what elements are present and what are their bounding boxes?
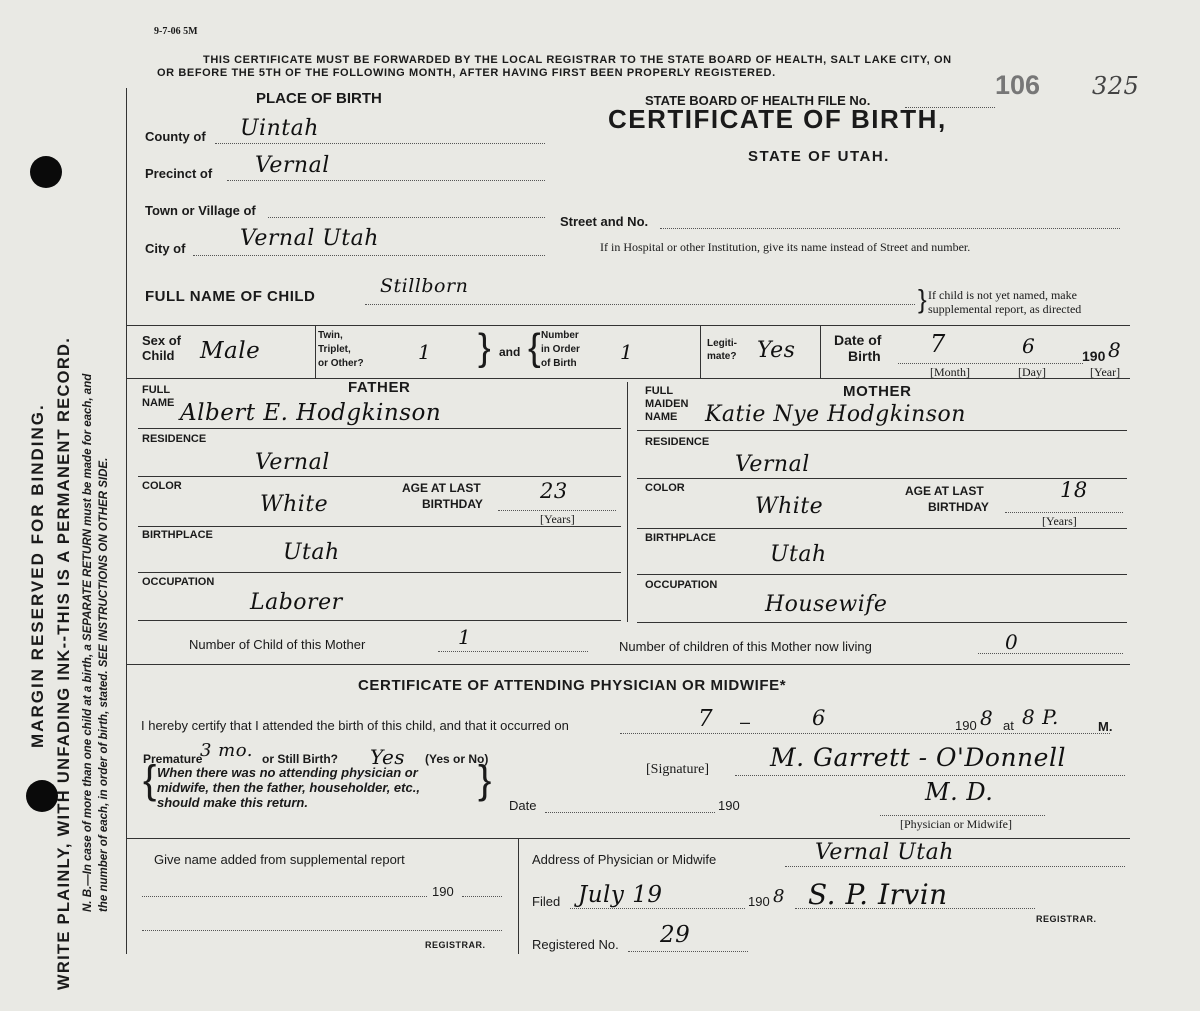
sex-label-line2: Child [142, 348, 175, 363]
physician-note-line3: should make this return. [157, 795, 308, 810]
margin-instructions-text: the number of each, in order of birth, stated. SEE INSTRUCTIONS ON OTHER SIDE. [98, 457, 110, 912]
mother-name-value: Katie Nye Hodgkinson [705, 402, 966, 427]
mother-name-label-line2: MAIDEN [645, 398, 689, 410]
attended-month: 7 [698, 706, 714, 732]
precinct-label: Precinct of [145, 166, 213, 181]
mother-color-value: White [755, 494, 824, 519]
file-number-label: STATE BOARD OF HEALTH FILE No. [645, 93, 871, 108]
premature-value: 3 mo. [200, 740, 253, 761]
sex-label-line1: Sex of [142, 333, 182, 348]
town-label: Town or Village of [145, 203, 256, 218]
physician-signature-suffix: M. D. [925, 778, 994, 806]
file-number: 106 [995, 70, 1041, 100]
twin-label-line1: Twin, [318, 330, 343, 341]
stillbirth-value: Yes [370, 745, 406, 769]
sex-value: Male [200, 338, 261, 364]
father-residence-value: Vernal [255, 450, 330, 475]
mother-residence-label: RESIDENCE [645, 436, 710, 448]
certify-text: I hereby certify that I attended the birth of this child, and that it occurred on [141, 718, 569, 733]
mother-occupation-value: Housewife [765, 592, 888, 617]
mother-age-label-line2: BIRTHDAY [928, 500, 989, 514]
mother-heading: MOTHER [843, 383, 912, 400]
twin-label-line3: or Other? [318, 358, 364, 369]
day-caption: [Day] [1018, 365, 1046, 379]
place-of-birth-heading: PLACE OF BIRTH [256, 90, 382, 107]
supplemental-year-prefix: 190 [432, 884, 454, 899]
children-living-value: 0 [1005, 630, 1019, 654]
birth-certificate: MARGIN RESERVED FOR BINDING. WRITE PLAINLY, WITH UNFADING INK--THIS IS A PERMANENT RECORD. N. B.—In case of more than one child at a birth, a SEPARATE RETURN must be made for each, and the number of each, in order of birth, stated. SEE INSTRUCTIONS ON OTHER SIDE. 9-7-06 5M THIS CERTIFICATE MUST BE FORWARDED BY THE LOCAL REGISTRAR TO THE STATE BOARD OF HEALTH, SALT LAKE CITY, ON OR BEFORE THE 5TH OF THE FOLLOWING MONTH, AFTER HAVING FIRST BEEN PROPERLY REGISTERED. STATE BOARD OF HEALTH FILE No. 106 325 CERTIFICATE OF BIRTH, STATE OF UTAH. PLACE OF BIRTH County of Uintah Precinct of Vernal Town or Village of Street and No. City of Vernal Utah If in Hospital or other Institution, give its name instead of Street and number. FULL NAME OF CHILD Stillborn } If child is not yet named, make supplemental report, as directed Sex of Child Male Twin, Triplet, or Other? 1 } and { Number in Order of Birth 1 Legiti- mate? Yes Date of Birth 7 6 190 8 [Month] [Day] [Year] FATHER FULL NAME Albert E. Hodgkinson RESIDENCE Vernal COLOR White AGE AT LAST BIRTHDAY 23 [Years] BIRTHPLACE Utah OCCUPATION Laborer MOTHER FULL MAIDEN NAME Katie Nye Hodgkinson RESIDENCE Vernal COLOR White AGE AT LAST BIRTHDAY 18 [Years] BIRTHPLACE Utah OCCUPATION Housewife Number of Child of this Mother 1 Number of children of this Mother now living 0 CERTIFICATE OF ATTENDING PHYSICIAN OR MIDWIFE* I hereby certify that I attended the birth of this child, and that it occurred on 7 – 6 190 8 at 8 P. M. Premature 3 mo. or Still Birth? Yes (Yes or No) { } When there was no attending physician or midwife, then the father, householder, etc., should make this return. [Signature] M. Garrett - O'Donnell M. D. Date 190 [Physician or Midwife] Give name added from supplemental report 190 REGISTRAR. Address of Physician or Midwife Vernal Utah Filed July 19 190 8 S. P. Irvin REGISTRAR. Registered No. 29 [0, 0, 1200, 1011]
order-label-line3: of Birth [541, 358, 577, 369]
margin-nb-text: N. B.—In case of more than one child at a birth, a SEPARATE RETURN must be made for each, and [82, 373, 94, 912]
physician-signature: M. Garrett - O'Donnell [770, 743, 1066, 772]
month-caption: [Month] [930, 365, 970, 379]
hospital-note: If in Hospital or other Institution, give its name instead of Street and number. [600, 240, 971, 254]
year-caption: [Year] [1090, 365, 1121, 379]
attended-time: 8 P. [1022, 705, 1059, 729]
filed-year-digit: 8 [773, 886, 785, 907]
dob-day: 6 [1022, 334, 1036, 358]
mother-color-label: COLOR [645, 482, 685, 494]
mother-age-value: 18 [1060, 478, 1088, 502]
legit-value: Yes [757, 338, 796, 363]
twin-label-line2: Triplet, [318, 344, 351, 355]
physician-date-label: Date [509, 798, 537, 813]
city-value: Vernal Utah [240, 226, 379, 251]
registrar-signature: S. P. Irvin [808, 878, 948, 911]
order-value: 1 [620, 340, 634, 364]
m-label: M. [1098, 719, 1113, 734]
yes-no-label: (Yes or No) [425, 752, 489, 766]
number-of-child-value: 1 [458, 625, 472, 649]
father-birthplace-label: BIRTHPLACE [142, 529, 213, 541]
attended-day: 6 [812, 706, 826, 730]
father-birthplace-value: Utah [283, 540, 340, 565]
child-name-value: Stillborn [380, 275, 469, 297]
form-code: 9-7-06 5M [154, 26, 198, 37]
children-living-label: Number of children of this Mother now living [619, 639, 872, 654]
father-years-caption: [Years] [540, 512, 575, 526]
mother-name-label-line3: NAME [645, 411, 678, 423]
address-label: Address of Physician or Midwife [532, 852, 717, 867]
stillbirth-label: or Still Birth? [262, 752, 338, 766]
dob-label-line1: Date of [834, 332, 882, 348]
child-name-label: FULL NAME OF CHILD [145, 288, 316, 305]
street-label: Street and No. [560, 214, 649, 229]
dob-month: 7 [930, 330, 946, 358]
certificate-title: CERTIFICATE OF BIRTH, [608, 104, 947, 134]
precinct-value: Vernal [255, 153, 330, 178]
physician-heading: CERTIFICATE OF ATTENDING PHYSICIAN OR MIDWIFE* [358, 677, 787, 694]
father-occupation-value: Laborer [250, 590, 343, 615]
order-label-line2: in Order [541, 344, 580, 355]
physician-address: Vernal Utah [815, 840, 954, 865]
margin-permanent-record-text: WRITE PLAINLY, WITH UNFADING INK--THIS IS A PERMANENT RECORD. [55, 336, 73, 990]
physician-role-caption: [Physician or Midwife] [900, 817, 1012, 831]
father-age-label-line2: BIRTHDAY [422, 497, 483, 511]
physician-note-line1: When there was no attending physician or [157, 765, 418, 780]
not-named-note-line1: If child is not yet named, make [928, 288, 1077, 302]
header-notice-line2: OR BEFORE THE 5TH OF THE FOLLOWING MONTH, AFTER HAVING FIRST BEEN PROPERLY REGISTERED. [157, 67, 776, 79]
father-color-value: White [260, 492, 329, 517]
supplemental-registrar-label: REGISTRAR. [425, 940, 486, 950]
not-named-note-line2: supplemental report, as directed [928, 302, 1082, 316]
signature-label: [Signature] [646, 762, 709, 777]
margin-binding-text: MARGIN RESERVED FOR BINDING. [28, 403, 47, 748]
supplemental-heading: Give name added from supplemental report [154, 852, 405, 867]
father-color-label: COLOR [142, 480, 182, 492]
at-label: at [1003, 718, 1014, 733]
mother-name-label-line1: FULL [645, 385, 674, 397]
physician-date-year-prefix: 190 [718, 798, 740, 813]
state-subtitle: STATE OF UTAH. [748, 148, 890, 165]
dob-year-prefix: 190 [1082, 348, 1106, 364]
number-of-child-label: Number of Child of this Mother [189, 637, 366, 652]
filed-year-prefix: 190 [748, 894, 770, 909]
attended-year-digit: 8 [980, 706, 994, 730]
mother-birthplace-label: BIRTHPLACE [645, 532, 716, 544]
attended-year-prefix: 190 [955, 718, 977, 733]
mother-age-label-line1: AGE AT LAST [905, 484, 984, 498]
mother-residence-value: Vernal [735, 452, 810, 477]
mother-birthplace-value: Utah [770, 542, 827, 567]
registered-no-value: 29 [660, 922, 691, 948]
bracket-glyph: } [918, 284, 927, 314]
dob-label-line2: Birth [848, 348, 881, 364]
legit-label-line1: Legiti- [707, 338, 737, 349]
header-notice-line1: THIS CERTIFICATE MUST BE FORWARDED BY THE LOCAL REGISTRAR TO THE STATE BOARD OF HEALTH, SALT LAKE CITY, ON [203, 54, 952, 66]
father-name-label-line2: NAME [142, 397, 175, 409]
filed-date: July 19 [578, 882, 663, 908]
and-label: and [499, 345, 521, 359]
registered-no-label: Registered No. [532, 937, 619, 952]
physician-note-line2: midwife, then the father, householder, etc., [157, 780, 420, 795]
father-name-label-line1: FULL [142, 384, 171, 396]
county-label: County of [145, 129, 206, 144]
father-heading: FATHER [348, 379, 411, 396]
filing-registrar-label: REGISTRAR. [1036, 914, 1097, 924]
dob-year-digit: 8 [1108, 338, 1122, 362]
premature-label: Premature [143, 752, 203, 766]
father-occupation-label: OCCUPATION [142, 576, 215, 588]
binding-hole-top [30, 156, 62, 188]
city-label: City of [145, 241, 186, 256]
father-age-value: 23 [540, 479, 568, 503]
mother-occupation-label: OCCUPATION [645, 579, 718, 591]
mother-years-caption: [Years] [1042, 514, 1077, 528]
twin-value: 1 [418, 340, 432, 364]
father-residence-label: RESIDENCE [142, 433, 207, 445]
order-label-line1: Number [541, 330, 579, 341]
father-age-label-line1: AGE AT LAST [402, 481, 481, 495]
legit-label-line2: mate? [707, 351, 737, 362]
file-number-handwritten: 325 [1092, 72, 1140, 100]
father-name-value: Albert E. Hodgkinson [180, 400, 442, 426]
filed-label: Filed [532, 894, 561, 909]
county-value: Uintah [240, 116, 319, 141]
binding-hole-bottom [26, 780, 58, 812]
